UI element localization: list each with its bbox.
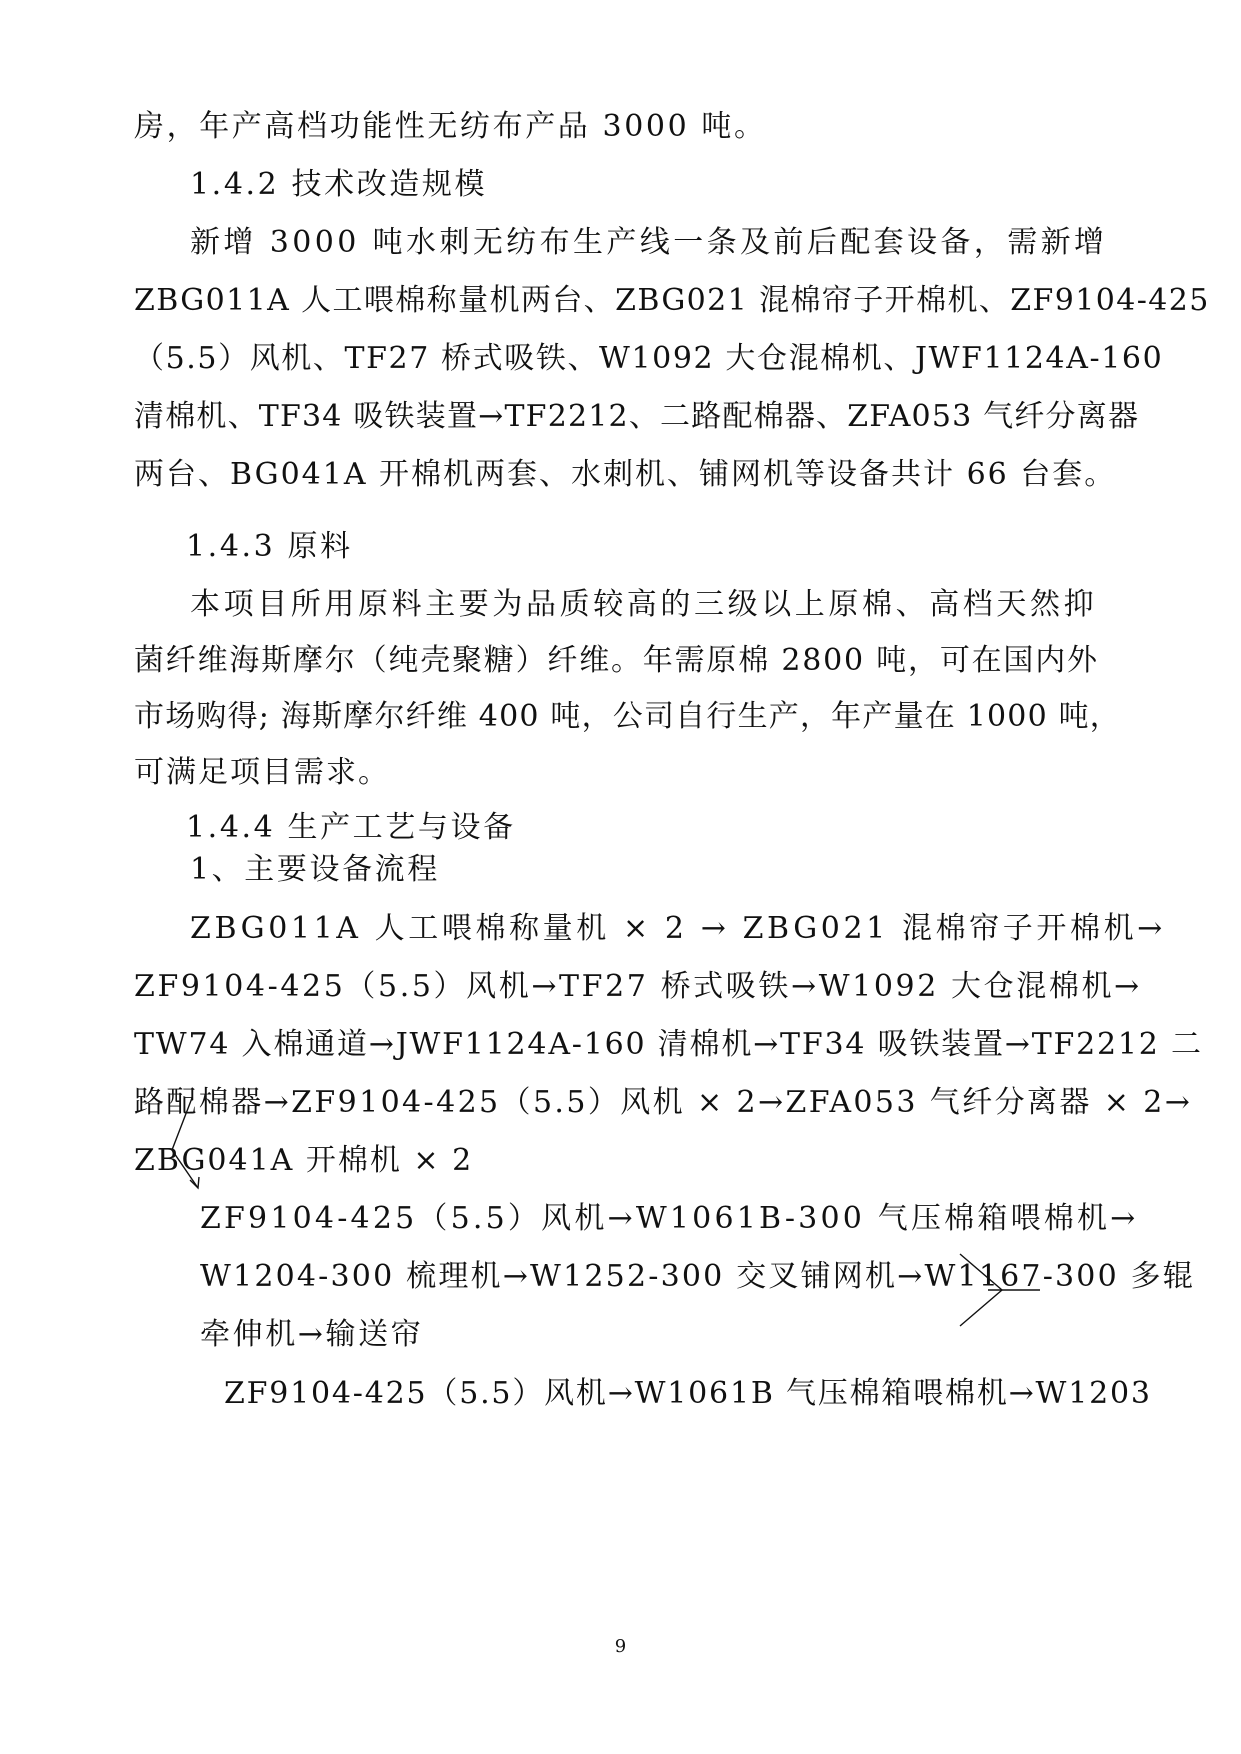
section-heading-1-4-2: 1.4.2 技术改造规模	[190, 167, 488, 202]
body-line-12: 可满足项目需求。	[134, 755, 390, 790]
process-flow-line-4: 路配棉器→ZF9104-425（5.5）风机 × 2→ZFA053 气纤分离器 × 2→	[134, 1085, 1193, 1120]
process-flow-line-7: W1204-300 梳理机→W1252-300 交叉铺网机→W1167-300 多辊	[200, 1259, 1196, 1294]
body-line-5: （5.5）风机、TF27 桥式吸铁、W1092 大仓混棉机、JWF1124A-160	[134, 341, 1164, 376]
body-line-10: 菌纤维海斯摩尔（纯壳聚糖）纤维。年需原棉 2800 吨，可在国内外	[134, 643, 1099, 678]
process-flow-line-6: ZF9104-425（5.5）风机→W1061B-300 气压棉箱喂棉机→	[200, 1201, 1139, 1236]
body-line-1: 房，年产高档功能性无纺布产品 3000 吨。	[134, 109, 767, 144]
process-flow-line-5: ZBG041A 开棉机 × 2	[134, 1143, 474, 1178]
body-line-11: 市场购得; 海斯摩尔纤维 400 吨，公司自行生产，年产量在 1000 吨，	[134, 699, 1121, 734]
section-heading-1-4-4: 1.4.4 生产工艺与设备	[186, 810, 516, 845]
process-flow-line-2: ZF9104-425（5.5）风机→TF27 桥式吸铁→W1092 大仓混棉机→	[134, 969, 1142, 1004]
process-flow-line-1: ZBG011A 人工喂棉称量机 × 2 → ZBG021 混棉帘子开棉机→	[190, 911, 1166, 946]
body-line-6: 清棉机、TF34 吸铁装置→TF2212、二路配棉器、ZFA053 气纤分离器	[134, 399, 1140, 434]
handwritten-branch-arrow-left	[172, 1098, 198, 1188]
process-flow-line-8: 牵伸机→输送帘	[200, 1317, 424, 1352]
list-heading: 1、主要设备流程	[190, 852, 440, 887]
section-heading-1-4-3: 1.4.3 原料	[186, 529, 353, 564]
page-number: 9	[614, 1636, 627, 1657]
body-line-9: 本项目所用原料主要为品质较高的三级以上原棉、高档天然抑	[190, 587, 1098, 622]
body-line-3: 新增 3000 吨水刺无纺布生产线一条及前后配套设备，需新增	[190, 225, 1108, 260]
body-line-4: ZBG011A 人工喂棉称量机两台、ZBG021 混棉帘子开棉机、ZF9104-425	[134, 283, 1210, 318]
process-flow-line-3: TW74 入棉通道→JWF1124A-160 清棉机→TF34 吸铁装置→TF2212 二	[134, 1027, 1203, 1062]
body-line-7: 两台、BG041A 开棉机两套、水刺机、铺网机等设备共计 66 台套。	[134, 457, 1117, 492]
process-flow-line-9: ZF9104-425（5.5）风机→W1061B 气压棉箱喂棉机→W1203	[224, 1376, 1152, 1411]
